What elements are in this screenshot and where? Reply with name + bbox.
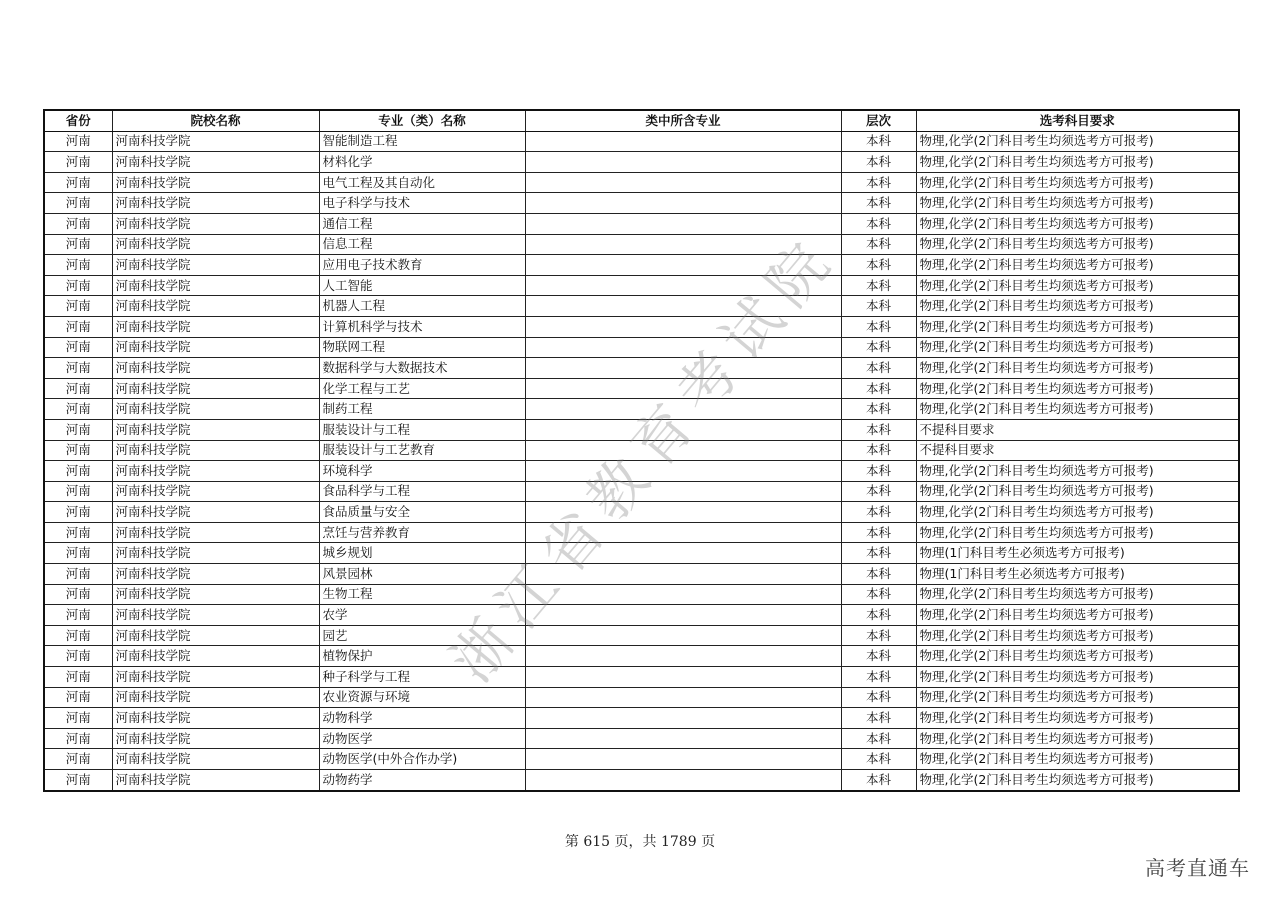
sub-majors-cell: [525, 461, 841, 482]
table-row: [44, 358, 1239, 379]
table-row: [44, 481, 1239, 502]
school-cell: 河南科技学院: [112, 461, 319, 482]
table-row: [44, 667, 1239, 688]
sub-majors-cell: [525, 419, 841, 440]
level-cell: 本科: [841, 481, 916, 502]
school-cell: 河南科技学院: [112, 296, 319, 317]
table-row: [44, 502, 1239, 523]
major-cell: 电气工程及其自动化: [319, 172, 525, 193]
sub-majors-cell: [525, 770, 841, 791]
requirement-cell: 物理,化学(2门科目考生均须选考方可报考): [916, 316, 1239, 337]
province-cell: 河南: [44, 728, 112, 749]
level-cell: 本科: [841, 419, 916, 440]
school-cell: 河南科技学院: [112, 378, 319, 399]
province-cell: 河南: [44, 152, 112, 173]
province-cell: 河南: [44, 337, 112, 358]
table-row: [44, 213, 1239, 234]
requirement-cell: 不提科目要求: [916, 440, 1239, 461]
requirement-cell: 物理,化学(2门科目考生均须选考方可报考): [916, 728, 1239, 749]
major-cell: 智能制造工程: [319, 131, 525, 152]
requirement-cell: 物理,化学(2门科目考生均须选考方可报考): [916, 275, 1239, 296]
province-cell: 河南: [44, 378, 112, 399]
school-cell: 河南科技学院: [112, 172, 319, 193]
level-cell: 本科: [841, 296, 916, 317]
province-cell: 河南: [44, 358, 112, 379]
school-cell: 河南科技学院: [112, 646, 319, 667]
requirement-cell: 物理,化学(2门科目考生均须选考方可报考): [916, 708, 1239, 729]
major-cell: 信息工程: [319, 234, 525, 255]
table-row: [44, 316, 1239, 337]
level-cell: 本科: [841, 584, 916, 605]
header-major: 专业（类）名称: [319, 110, 525, 131]
province-cell: 河南: [44, 605, 112, 626]
table-row: [44, 275, 1239, 296]
sub-majors-cell: [525, 275, 841, 296]
school-cell: 河南科技学院: [112, 749, 319, 770]
major-cell: 环境科学: [319, 461, 525, 482]
province-cell: 河南: [44, 172, 112, 193]
table-row: [44, 749, 1239, 770]
header-requirement: 选考科目要求: [916, 110, 1239, 131]
sub-majors-cell: [525, 358, 841, 379]
major-cell: 化学工程与工艺: [319, 378, 525, 399]
major-cell: 烹饪与营养教育: [319, 522, 525, 543]
sub-majors-cell: [525, 481, 841, 502]
table-row: [44, 584, 1239, 605]
major-cell: 动物科学: [319, 708, 525, 729]
major-cell: 城乡规划: [319, 543, 525, 564]
province-cell: 河南: [44, 502, 112, 523]
requirement-cell: 物理,化学(2门科目考生均须选考方可报考): [916, 193, 1239, 214]
major-cell: 物联网工程: [319, 337, 525, 358]
requirement-cell: 物理,化学(2门科目考生均须选考方可报考): [916, 255, 1239, 276]
school-cell: 河南科技学院: [112, 625, 319, 646]
table-row: [44, 605, 1239, 626]
table-row: [44, 728, 1239, 749]
province-cell: 河南: [44, 275, 112, 296]
table-row: [44, 461, 1239, 482]
table-row: [44, 378, 1239, 399]
header-level: 层次: [841, 110, 916, 131]
table-row: [44, 234, 1239, 255]
major-cell: 人工智能: [319, 275, 525, 296]
school-cell: 河南科技学院: [112, 440, 319, 461]
enrollment-table-container: [43, 109, 1238, 792]
table-row: [44, 255, 1239, 276]
level-cell: 本科: [841, 687, 916, 708]
level-cell: 本科: [841, 358, 916, 379]
major-cell: 通信工程: [319, 213, 525, 234]
sub-majors-cell: [525, 749, 841, 770]
province-cell: 河南: [44, 193, 112, 214]
table-row: [44, 337, 1239, 358]
level-cell: 本科: [841, 193, 916, 214]
requirement-cell: 物理,化学(2门科目考生均须选考方可报考): [916, 337, 1239, 358]
sub-majors-cell: [525, 131, 841, 152]
major-cell: 动物医学: [319, 728, 525, 749]
requirement-cell: 物理,化学(2门科目考生均须选考方可报考): [916, 625, 1239, 646]
level-cell: 本科: [841, 564, 916, 585]
requirement-cell: 不提科目要求: [916, 419, 1239, 440]
school-cell: 河南科技学院: [112, 708, 319, 729]
sub-majors-cell: [525, 502, 841, 523]
major-cell: 植物保护: [319, 646, 525, 667]
sub-majors-cell: [525, 316, 841, 337]
school-cell: 河南科技学院: [112, 193, 319, 214]
requirement-cell: 物理,化学(2门科目考生均须选考方可报考): [916, 213, 1239, 234]
school-cell: 河南科技学院: [112, 481, 319, 502]
province-cell: 河南: [44, 316, 112, 337]
school-cell: 河南科技学院: [112, 584, 319, 605]
major-cell: 计算机科学与技术: [319, 316, 525, 337]
sub-majors-cell: [525, 440, 841, 461]
province-cell: 河南: [44, 399, 112, 420]
province-cell: 河南: [44, 625, 112, 646]
sub-majors-cell: [525, 213, 841, 234]
school-cell: 河南科技学院: [112, 687, 319, 708]
level-cell: 本科: [841, 131, 916, 152]
table-row: [44, 770, 1239, 791]
province-cell: 河南: [44, 481, 112, 502]
province-cell: 河南: [44, 749, 112, 770]
sub-majors-cell: [525, 667, 841, 688]
requirement-cell: 物理,化学(2门科目考生均须选考方可报考): [916, 234, 1239, 255]
school-cell: 河南科技学院: [112, 358, 319, 379]
school-cell: 河南科技学院: [112, 605, 319, 626]
header-province: 省份: [44, 110, 112, 131]
requirement-cell: 物理,化学(2门科目考生均须选考方可报考): [916, 152, 1239, 173]
table-row: [44, 193, 1239, 214]
sub-majors-cell: [525, 378, 841, 399]
level-cell: 本科: [841, 502, 916, 523]
level-cell: 本科: [841, 152, 916, 173]
requirement-cell: 物理,化学(2门科目考生均须选考方可报考): [916, 584, 1239, 605]
province-cell: 河南: [44, 584, 112, 605]
table-header-row: [44, 110, 1239, 131]
level-cell: 本科: [841, 708, 916, 729]
major-cell: 生物工程: [319, 584, 525, 605]
level-cell: 本科: [841, 255, 916, 276]
table-row: [44, 399, 1239, 420]
level-cell: 本科: [841, 543, 916, 564]
requirement-cell: 物理,化学(2门科目考生均须选考方可报考): [916, 687, 1239, 708]
major-cell: 种子科学与工程: [319, 667, 525, 688]
school-cell: 河南科技学院: [112, 502, 319, 523]
level-cell: 本科: [841, 275, 916, 296]
school-cell: 河南科技学院: [112, 564, 319, 585]
major-cell: 风景园林: [319, 564, 525, 585]
level-cell: 本科: [841, 234, 916, 255]
major-cell: 服装设计与工艺教育: [319, 440, 525, 461]
province-cell: 河南: [44, 543, 112, 564]
requirement-cell: 物理(1门科目考生必须选考方可报考): [916, 543, 1239, 564]
level-cell: 本科: [841, 440, 916, 461]
major-cell: 食品质量与安全: [319, 502, 525, 523]
table-row: [44, 152, 1239, 173]
brand-logo-text: 高考直通车: [1145, 856, 1250, 880]
sub-majors-cell: [525, 193, 841, 214]
requirement-cell: 物理,化学(2门科目考生均须选考方可报考): [916, 296, 1239, 317]
requirement-cell: 物理,化学(2门科目考生均须选考方可报考): [916, 502, 1239, 523]
level-cell: 本科: [841, 337, 916, 358]
level-cell: 本科: [841, 667, 916, 688]
school-cell: 河南科技学院: [112, 728, 319, 749]
level-cell: 本科: [841, 770, 916, 791]
level-cell: 本科: [841, 316, 916, 337]
school-cell: 河南科技学院: [112, 522, 319, 543]
table-row: [44, 440, 1239, 461]
school-cell: 河南科技学院: [112, 337, 319, 358]
table-row: [44, 687, 1239, 708]
sub-majors-cell: [525, 584, 841, 605]
table-row: [44, 296, 1239, 317]
province-cell: 河南: [44, 213, 112, 234]
school-cell: 河南科技学院: [112, 213, 319, 234]
level-cell: 本科: [841, 605, 916, 626]
requirement-cell: 物理,化学(2门科目考生均须选考方可报考): [916, 770, 1239, 791]
sub-majors-cell: [525, 522, 841, 543]
province-cell: 河南: [44, 708, 112, 729]
school-cell: 河南科技学院: [112, 419, 319, 440]
province-cell: 河南: [44, 770, 112, 791]
sub-majors-cell: [525, 152, 841, 173]
major-cell: 机器人工程: [319, 296, 525, 317]
level-cell: 本科: [841, 522, 916, 543]
level-cell: 本科: [841, 461, 916, 482]
sub-majors-cell: [525, 605, 841, 626]
province-cell: 河南: [44, 461, 112, 482]
table-row: [44, 564, 1239, 585]
header-sub-majors: 类中所含专业: [525, 110, 841, 131]
sub-majors-cell: [525, 728, 841, 749]
school-cell: 河南科技学院: [112, 234, 319, 255]
major-cell: 动物药学: [319, 770, 525, 791]
table-row: [44, 131, 1239, 152]
requirement-cell: 物理,化学(2门科目考生均须选考方可报考): [916, 667, 1239, 688]
table-row: [44, 522, 1239, 543]
province-cell: 河南: [44, 564, 112, 585]
table-row: [44, 625, 1239, 646]
school-cell: 河南科技学院: [112, 131, 319, 152]
major-cell: 电子科学与技术: [319, 193, 525, 214]
sub-majors-cell: [525, 625, 841, 646]
level-cell: 本科: [841, 213, 916, 234]
table-row: [44, 172, 1239, 193]
school-cell: 河南科技学院: [112, 667, 319, 688]
sub-majors-cell: [525, 399, 841, 420]
sub-majors-cell: [525, 646, 841, 667]
major-cell: 制药工程: [319, 399, 525, 420]
school-cell: 河南科技学院: [112, 543, 319, 564]
level-cell: 本科: [841, 728, 916, 749]
province-cell: 河南: [44, 646, 112, 667]
level-cell: 本科: [841, 749, 916, 770]
requirement-cell: 物理,化学(2门科目考生均须选考方可报考): [916, 378, 1239, 399]
enrollment-table: [43, 109, 1240, 792]
requirement-cell: 物理,化学(2门科目考生均须选考方可报考): [916, 358, 1239, 379]
school-cell: 河南科技学院: [112, 399, 319, 420]
table-row: [44, 543, 1239, 564]
table-row: [44, 646, 1239, 667]
page-number: 第 615 页，共 1789 页: [564, 834, 716, 850]
province-cell: 河南: [44, 687, 112, 708]
requirement-cell: 物理,化学(2门科目考生均须选考方可报考): [916, 172, 1239, 193]
sub-majors-cell: [525, 296, 841, 317]
province-cell: 河南: [44, 296, 112, 317]
requirement-cell: 物理,化学(2门科目考生均须选考方可报考): [916, 131, 1239, 152]
school-cell: 河南科技学院: [112, 275, 319, 296]
school-cell: 河南科技学院: [112, 152, 319, 173]
sub-majors-cell: [525, 564, 841, 585]
sub-majors-cell: [525, 543, 841, 564]
sub-majors-cell: [525, 234, 841, 255]
sub-majors-cell: [525, 172, 841, 193]
major-cell: 农学: [319, 605, 525, 626]
major-cell: 材料化学: [319, 152, 525, 173]
school-cell: 河南科技学院: [112, 316, 319, 337]
requirement-cell: 物理,化学(2门科目考生均须选考方可报考): [916, 399, 1239, 420]
province-cell: 河南: [44, 131, 112, 152]
sub-majors-cell: [525, 708, 841, 729]
major-cell: 动物医学(中外合作办学): [319, 749, 525, 770]
requirement-cell: 物理,化学(2门科目考生均须选考方可报考): [916, 605, 1239, 626]
major-cell: 应用电子技术教育: [319, 255, 525, 276]
requirement-cell: 物理,化学(2门科目考生均须选考方可报考): [916, 646, 1239, 667]
requirement-cell: 物理,化学(2门科目考生均须选考方可报考): [916, 461, 1239, 482]
header-school: 院校名称: [112, 110, 319, 131]
watermark: 浙江省教育考试院: [437, 221, 850, 695]
province-cell: 河南: [44, 234, 112, 255]
major-cell: 农业资源与环境: [319, 687, 525, 708]
level-cell: 本科: [841, 625, 916, 646]
school-cell: 河南科技学院: [112, 255, 319, 276]
province-cell: 河南: [44, 419, 112, 440]
major-cell: 园艺: [319, 625, 525, 646]
sub-majors-cell: [525, 687, 841, 708]
sub-majors-cell: [525, 255, 841, 276]
level-cell: 本科: [841, 378, 916, 399]
level-cell: 本科: [841, 646, 916, 667]
table-body: [44, 131, 1239, 791]
province-cell: 河南: [44, 255, 112, 276]
province-cell: 河南: [44, 522, 112, 543]
major-cell: 数据科学与大数据技术: [319, 358, 525, 379]
requirement-cell: 物理,化学(2门科目考生均须选考方可报考): [916, 522, 1239, 543]
requirement-cell: 物理,化学(2门科目考生均须选考方可报考): [916, 481, 1239, 502]
table-row: [44, 419, 1239, 440]
requirement-cell: 物理(1门科目考生必须选考方可报考): [916, 564, 1239, 585]
major-cell: 食品科学与工程: [319, 481, 525, 502]
sub-majors-cell: [525, 337, 841, 358]
level-cell: 本科: [841, 399, 916, 420]
requirement-cell: 物理,化学(2门科目考生均须选考方可报考): [916, 749, 1239, 770]
major-cell: 服装设计与工程: [319, 419, 525, 440]
province-cell: 河南: [44, 440, 112, 461]
level-cell: 本科: [841, 172, 916, 193]
province-cell: 河南: [44, 667, 112, 688]
school-cell: 河南科技学院: [112, 770, 319, 791]
table-row: [44, 708, 1239, 729]
